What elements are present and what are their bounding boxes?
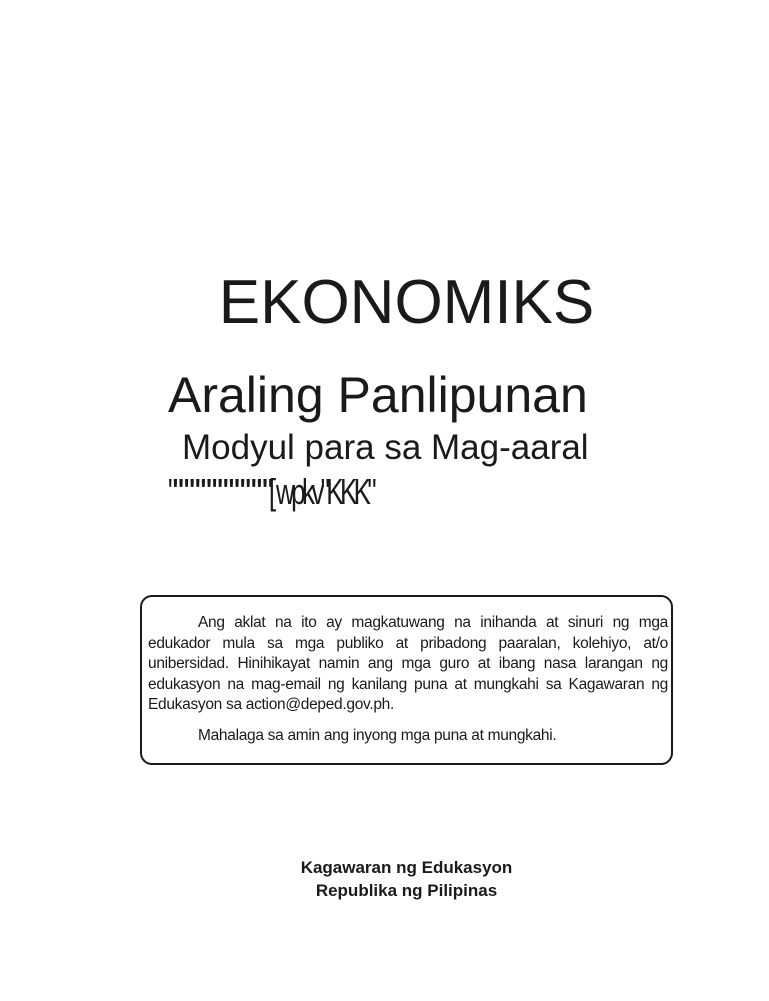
book-title: EKONOMIKS [218,268,595,337]
garbled-grade-line: """"""""""""""""""[ wpkv"KKK" [168,471,373,512]
country-name: Republika ng Pilipinas [315,881,498,900]
notice-box [140,595,673,765]
notice-paragraph-1: Ang aklat na ito ay magkatuwang na inihanda at sinuri ng mga edukador mula sa mga publiko at pribadong paaralan, kolehiyo, at/o unibersidad. Hinihikayat namin ang mga guro at ibang nasa larangan ng edukasyon na mag-email ng kanilang puna at mungkahi sa Kagawaran ng Edukasyon sa action@deped.gov.ph. [148,614,668,713]
notice-paragraph-2: Mahalaga sa amin ang inyong mga puna at mungkahi. [198,726,557,744]
module-subtitle: Modyul para sa Mag-aaral [182,428,589,467]
department-name: Kagawaran ng Edukasyon [300,858,513,877]
notice-text [148,613,668,746]
subject-title: Araling Panlipunan [168,367,588,423]
